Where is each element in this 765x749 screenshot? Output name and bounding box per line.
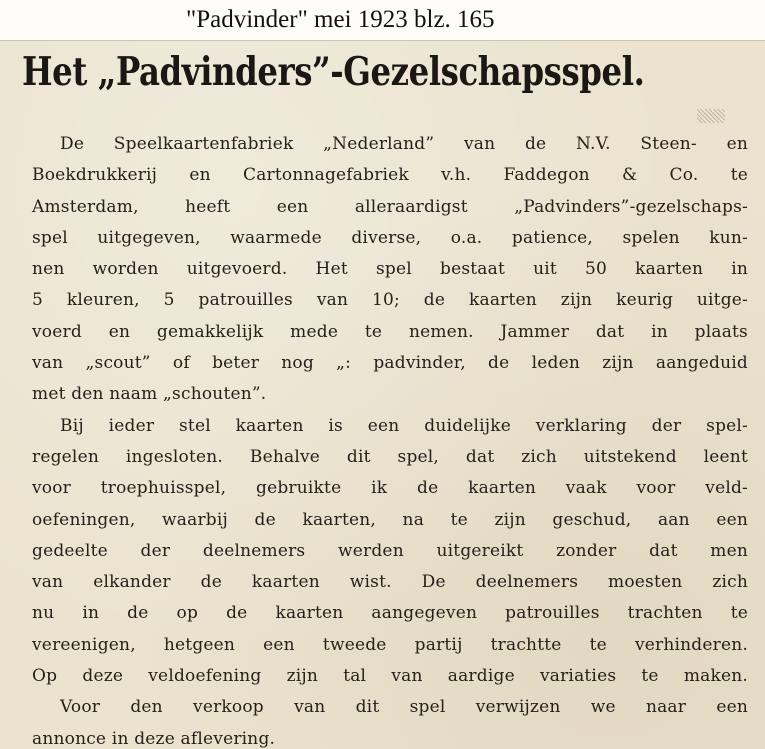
article-line: voerd en gemakkelijk mede te nemen. Jammer dat in plaats — [32, 321, 748, 342]
article-body — [32, 129, 748, 749]
newspaper-clipping — [0, 41, 765, 749]
article-line: Amsterdam, heeft een alleraardigst „Padvinders”-gezelschaps- — [32, 196, 748, 217]
article-headline: Het „Padvinders”-Gezelschapsspel. — [22, 49, 645, 95]
article-line: Boekdrukkerij en Cartonnagefabriek v.h. Faddegon & Co. te — [32, 165, 748, 186]
article-line: spel uitgegeven, waarmede diverse, o.a. patience, spelen kun- — [32, 227, 748, 248]
article-line: Voor den verkoop van dit spel verwijzen we naar een — [60, 697, 748, 718]
article-line: gedeelte der deelnemers werden uitgereikt zonder dat men — [32, 540, 748, 561]
caption-bar — [0, 0, 765, 41]
article-line: nen worden uitgevoerd. Het spel bestaat uit 50 kaarten in — [32, 259, 748, 280]
print-speck — [697, 109, 725, 123]
article-line: regelen ingesloten. Behalve dit spel, dat zich uitstekend leent — [32, 446, 748, 467]
article-line: van elkander de kaarten wist. De deelnemers moesten zich — [32, 572, 748, 593]
article-line: van „scout” of beter nog „: padvinder, de leden zijn aangeduid — [32, 353, 748, 374]
article-line: 5 kleuren, 5 patrouilles van 10; de kaarten zijn keurig uitge- — [32, 290, 748, 311]
article-line: Bij ieder stel kaarten is een duidelijke verklaring der spel- — [60, 415, 748, 436]
source-caption: "Padvinder" mei 1923 blz. 165 — [186, 6, 495, 33]
article-line: annonce in deze aflevering. — [32, 728, 276, 749]
article-line: Op deze veldoefening zijn tal van aardige variaties te maken. — [32, 666, 748, 687]
article-line: De Speelkaartenfabriek „Nederland” van de N.V. Steen- en — [60, 134, 748, 154]
article-line: oefeningen, waarbij de kaarten, na te zijn geschud, aan een — [32, 509, 748, 530]
article-line: met den naam „schouten”. — [32, 384, 267, 405]
article-line: nu in de op de kaarten aangegeven patrouilles trachten te — [32, 603, 748, 624]
article-line: voor troephuisspel, gebruikte ik de kaarten vaak voor veld- — [32, 478, 748, 499]
article-line: vereenigen, hetgeen een tweede partij trachtte te verhinderen. — [32, 634, 748, 655]
